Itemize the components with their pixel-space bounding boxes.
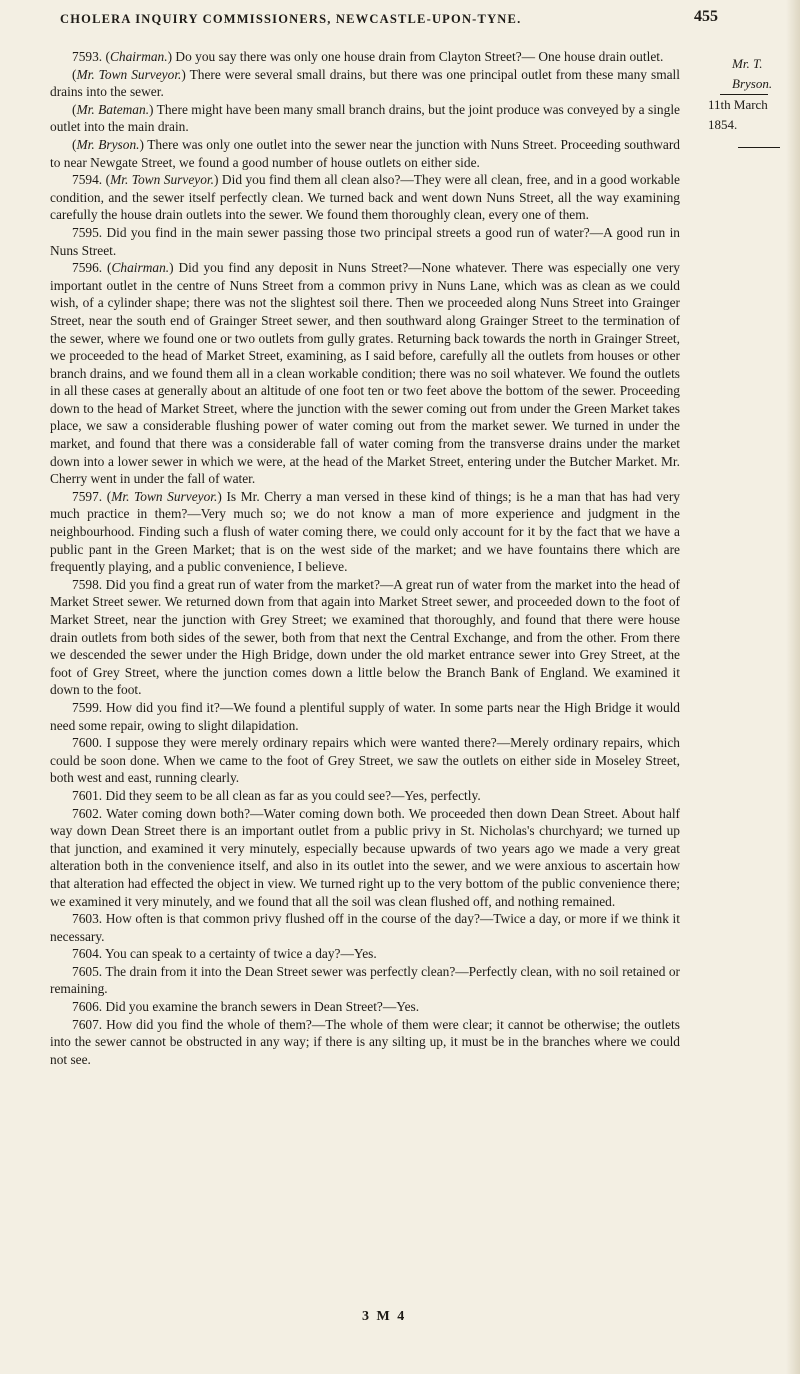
paragraph: (Mr. Town Surveyor.) There were several small drains, but there was one principal outlet from these many small drains into the sewer. bbox=[50, 66, 680, 100]
hearing-date: 11th March 1854. bbox=[708, 97, 768, 132]
page-number: 455 bbox=[694, 8, 718, 25]
paragraph: 7606. Did you examine the branch sewers in Dean Street?—Yes. bbox=[72, 999, 420, 1015]
paragraph: (Mr. Bryson.) There was only one outlet into the sewer near the junction with Nuns Street. Proceeding southward to near Newgate Street, we found a good number of house outlets on either side. bbox=[50, 136, 681, 170]
paragraph: 7597. (Mr. Town Surveyor.) Is Mr. Cherry a man versed in these kind of things; is he a man that has had very much practice in them?—Very much so; we do not know a man of more experience and judgment in the neighbourhood. Finding such a flush of water coming there, we could only account for it by the fact that we have a public pant in the Green Market; that is on the west side of the market; and we have fountains there which are frequently playing, and a public convenience, I believe. bbox=[50, 488, 680, 575]
paragraph: 7598. Did you find a great run of water from the market?—A great run of water from the market into the head of Market Street sewer. We returned down from that again into Market Street sewer, and proceeded down to the foot of Market Street, near the junction with Grey Street; we examined that thoroughly, and found that there were house drain outlets from both sides of the sewer, both from that next the Central Exchange, and from the other. From there we descended the sewer under the High Bridge, down under the old market entrance sewer into Grey Street, at the foot of Grey Street, where the junction comes down a little below the Branch Bank of England. We examined it down to the foot. bbox=[50, 576, 680, 698]
running-head: CHOLERA INQUIRY COMMISSIONERS, NEWCASTLE-UPON-TYNE. bbox=[60, 12, 522, 26]
paragraph: 7596. (Chairman.) Did you find any deposit in Nuns Street?—None whatever. There was especially one very important outlet in the centre of Nuns Street from a common privy in Nuns Lane, which was as clean as we could wish, of a cylinder shape; there was not the slightest soil there. Then we proceeded along Nuns Street into Grainger Street, near the south end of Grainger Street sewer, and then southward along Grainger Street to the termination of the sewer, where we found one or two outlets from gully grates. Returning back towards the north in Grainger Street, we proceeded to the head of Market Street, examining, as I said before, carefully all the outlets from houses or other branch drains, and we found them all in a clean workable condition; there was no soil whatever. We found the outlets in all these cases at generally about an altitude of one foot ten or two feet above the bottom of the sewer. Proceeding down to the head of Market Street, where the junction with the sewer coming out from under the Green Market takes place, we saw a considerable flushing power of water coming out from the market sewer. We turned in under the market, and found that there was a considerable fall of water coming from the transverse drains under the market down into a lower sewer in which we were, at the head of the Market Street, entering under the Butcher Market. Mr. Cherry went in under the fall of water. bbox=[50, 260, 681, 487]
speaker: Mr. Town Surveyor. bbox=[110, 172, 214, 188]
paragraph: 7600. I suppose they were merely ordinary repairs which were wanted there?—Merely ordinary repairs, which could be soon done. When we came to the foot of Grey Street, we saw the outlets on either side in Moseley Street, both west and east, running clearly. bbox=[50, 735, 680, 786]
paragraph: 7603. How often is that common privy flushed off in the course of the day?—Twice a day, or more if we think it necessary. bbox=[50, 911, 680, 944]
speaker: Mr. Town Surveyor. bbox=[76, 66, 182, 82]
paragraph: 7595. Did you find in the main sewer passing those two principal streets a good run of water?—A good run in Nuns Street. bbox=[50, 224, 680, 258]
paragraph: 7599. How did you find it?—We found a plentiful supply of water. In some parts near the High Bridge it would need some repair, owing to slight dilapidation. bbox=[50, 699, 680, 733]
speaker: Mr. Town Surveyor. bbox=[111, 488, 218, 504]
paragraph: 7605. The drain from it into the Dean Street sewer was perfectly clean?—Perfectly clean, with no soil retained or remaining. bbox=[50, 963, 680, 997]
paragraph: 7602. Water coming down both?—Water coming down both. We proceeded then down Dean Street. About half way down Dean Street there is an important outlet from a public privy in St. Nicholas's churchyard; we turned up that junction, and examined it very minutely, especially because upwards of two years ago we made a very great alteration both in the convenience itself, and also in its outlet into the sewer, and we were anxious to ascertain how that alteration had effected the object in view. We turned right up to the very bottom of the public convenience there; we examined it very minutely, and we found that all the soil was clean flushed off, and nothing remained. bbox=[50, 805, 680, 909]
divider bbox=[738, 147, 780, 148]
page-edge bbox=[786, 0, 800, 1374]
speaker: Chairman. bbox=[109, 49, 168, 64]
witness-name: Mr. T. Bryson. bbox=[732, 56, 773, 91]
paragraph: 7594. (Mr. Town Surveyor.) Did you find them all clean also?—They were all clean, free, and in a good workable condition, and the sewer itself perfectly clean. We turned back and went down Nuns Street, all the way examining carefully the house drain outlets into the sewer. We found them thoroughly clean, every one of them. bbox=[50, 172, 680, 223]
paragraph: 7593. (Chairman.) Do you say there was only one house drain from Clayton Street?— One house drain outlet. bbox=[72, 49, 664, 64]
paragraph: (Mr. Bateman.) There might have been many small branch drains, but the joint produce was conveyed by a single outlet into the main drain. bbox=[50, 101, 680, 135]
speaker: Chairman. bbox=[111, 260, 170, 276]
paragraph: 7607. How did you find the whole of them?—The whole of them were clear; it cannot be otherwise; the outlets into the sewer cannot be obstructed in any way; if there is any silting up, it must be in the branches where we could not see. bbox=[50, 1016, 680, 1067]
paragraph: 7601. Did they seem to be all clean as far as you could see?—Yes, perfectly. bbox=[72, 787, 481, 803]
printer-signature: 3 M 4 bbox=[362, 1309, 407, 1324]
testimony-body bbox=[50, 48, 680, 1068]
paragraph: 7604. You can speak to a certainty of twice a day?—Yes. bbox=[72, 946, 377, 962]
speaker: Mr. Bateman. bbox=[76, 101, 150, 117]
speaker: Mr. Bryson. bbox=[76, 136, 140, 152]
margin-note bbox=[688, 54, 798, 148]
